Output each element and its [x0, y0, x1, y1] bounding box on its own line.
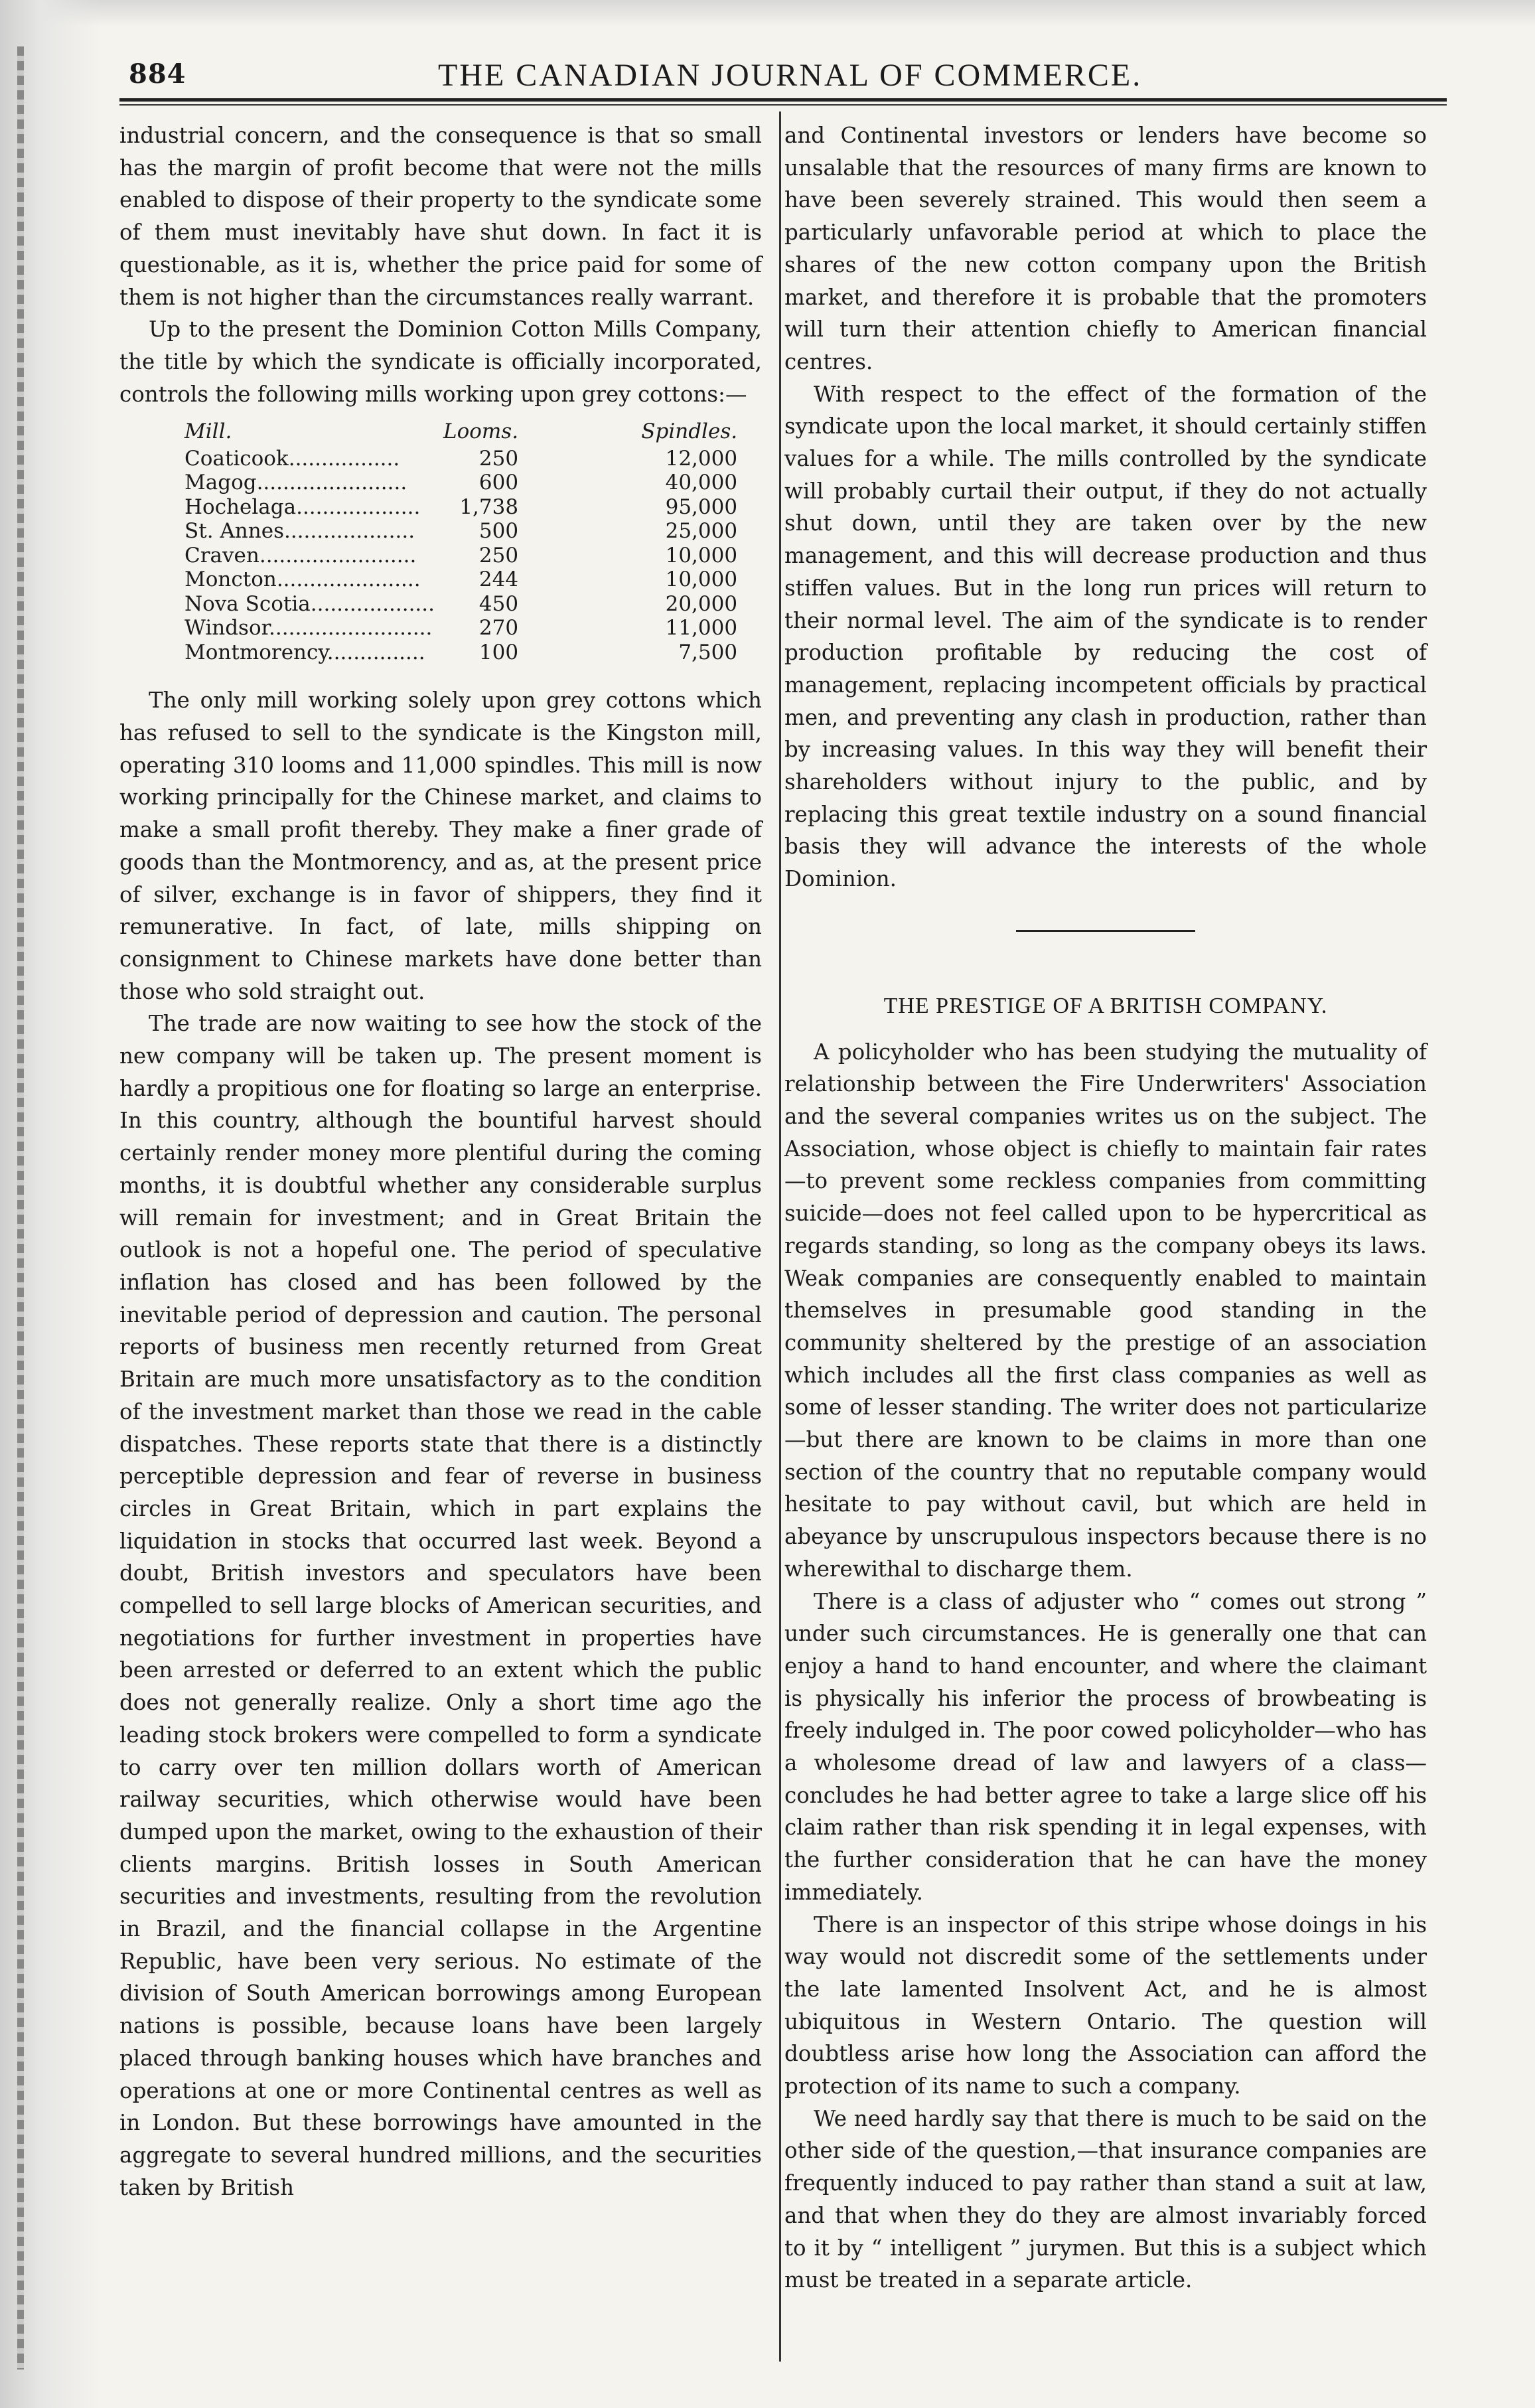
left-paragraph-3: The only mill working solely upon grey cottons which has refused to sell to the syndicate is the Kingston mill, operating 310 looms and 11,000 spindles. This mill is now working principally for the Chinese market, and claims to make a small profit thereby. They make a finer grade of goods than the Montmorency, and as, at the present price of silver, exchange is in favor of shippers, they find it remunerative. In fact, of late, mills shipping on consignment to Chinese markets have done better than those who sold straight out.	[119, 688, 762, 1004]
right-paragraph-3: A policyholder who has been studying the mutuality of relationship between the Fire Underwriters' Association and the several companies writes us on the subject. The Association, whose object is chiefly to maintain fair rates—to prevent some reckless companies from committing suicide—does not feel called upon to be hypercritical as regards standing, so long as the company obeys its laws. Weak companies are consequently enabled to maintain themselves in presumable good standing in the community sheltered by the prestige of an association which includes all the first class companies as well as some of lesser standing. The writer does not particularize—but there are known to be claims in more than one section of the country that no reputable company would hesitate to pay without cavil, but which are held in abeyance by unscrupulous inspectors because there is no wherewithal to discharge them.	[784, 1039, 1427, 1582]
mill-looms: 500	[478, 519, 519, 544]
mill-looms: 450	[478, 591, 519, 616]
mill-name: Windsor.........................	[184, 616, 433, 640]
article-title: THE PRESTIGE OF A BRITISH COMPANY.	[883, 993, 1328, 1018]
mill-looms: 270	[478, 616, 519, 640]
mill-spindles: 25,000	[665, 519, 738, 544]
mill-name: Craven........................	[184, 543, 417, 567]
section-divider	[1016, 930, 1195, 932]
table-row	[139, 447, 751, 471]
page-header	[119, 52, 1447, 105]
table-row	[139, 471, 751, 495]
left-paragraph-2: Up to the present the Dominion Cotton Mills Company, the title by which the syndicate is officially incorporated, controls the following mills working upon grey cottons:—	[119, 317, 762, 407]
header-rule	[119, 98, 1447, 102]
mill-looms: 600	[478, 471, 519, 495]
col-header-mill: Mill.	[184, 419, 232, 444]
mill-looms: 250	[478, 446, 519, 471]
mill-looms: 1,738	[459, 494, 519, 519]
mill-name: Magog.......................	[184, 471, 407, 495]
mill-looms: 244	[478, 567, 519, 592]
table-row	[139, 495, 751, 520]
mill-spindles: 11,000	[665, 616, 738, 640]
right-paragraph-6: We need hardly say that there is much to be said on the other side of the question,—that insurance companies are frequently induced to pay rather than stand a suit at law, and that when they do they are almost invariably forced to it by “ intelligent ” jurymen. But this is a subject which must be treated in a separate article.	[784, 2105, 1427, 2293]
col-header-spindles: Spindles.	[641, 419, 738, 444]
mill-spindles: 10,000	[665, 543, 738, 567]
table-row	[139, 640, 751, 665]
right-column	[784, 119, 1427, 2296]
mill-name: Nova Scotia...................	[184, 591, 435, 616]
left-paragraph-1: industrial concern, and the consequence is that so small has the margin of profit become that were not the mills enabled to dispose of their property to the syndicate some of them must inevitably have shut down. In fact it is questionable, as it is, whether the price paid for some of them is not higher than the circumstances really warrant.	[119, 123, 762, 310]
table-row	[139, 616, 751, 640]
mill-name: Moncton......................	[184, 567, 421, 592]
table-row	[139, 592, 751, 617]
right-paragraph-2: With respect to the effect of the formation of the syndicate upon the local market, it should certainly stiffen values for a while. The mills controlled by the syndicate will probably curtail their output, if they do not actually shut down, until they are taken over by the new management, and this will decrease production and thus stiffen values. But in the long run prices will return to their normal level. The aim of the syndicate is to render production profitable by reducing the cost of management, replacing incompetent officials by practical men, and preventing any clash in production, rather than by increasing values. In this way they will benefit their shareholders without injury to the public, and by replacing this great textile industry on a sound financial basis they will advance the interests of the whole Dominion.	[784, 381, 1427, 892]
mill-spindles: 12,000	[665, 446, 738, 471]
mill-spindles: 7,500	[678, 640, 738, 664]
mills-table	[139, 419, 751, 664]
mill-name: St. Annes....................	[184, 519, 415, 544]
mill-spindles: 95,000	[665, 494, 738, 519]
right-paragraph-4: There is a class of adjuster who “ comes out strong ” under such circumstances. He is generally one that can enjoy a hand to hand encounter, and where the claimant is physically his inferior the process of browbeating is freely indulged in. The poor cowed policyholder—who has a wholesome dread of law and lawyers of a class—concludes he had better agree to take a large slice off his claim rather than risk spending it in legal expenses, with the further consideration that he can have the money immediately.	[784, 1588, 1427, 1905]
mills-table-header	[139, 419, 751, 447]
mill-name: Hochelaga...................	[184, 494, 421, 519]
right-paragraph-1: and Continental investors or lenders have become so unsalable that the resources of many firms are known to have been severely strained. This would then seem a particularly unfavorable period at which to place the shares of the new cotton company upon the British market, and therefore it is probable that the promoters will turn their attention chiefly to American financial centres.	[784, 123, 1427, 374]
left-paragraph-4: The trade are now waiting to see how the stock of the new company will be taken up. The present moment is hardly a propitious one for floating so large an enterprise. In this country, although the bountiful harvest should certainly render money more plentiful during the coming months, it is doubtful whether any considerable surplus will remain for investment; and in Great Britain the outlook is not a hopeful one. The period of speculative inflation has closed and has been followed by the inevitable period of depression and caution. The personal reports of business men recently returned from Great Britain are much more unsatisfactory as to the condition of the investment market than those we read in the cable dispatches. These reports state that there is a distinctly perceptible depression and fear of reverse in business circles in Great Britain, which in part explains the liquidation in stocks that occurred last week. Beyond a doubt, British investors and speculators have been compelled to sell large blocks of American securities, and negotiations for further investment in properties have been arrested or deferred to an extent which the public does not generally realize. Only a short time ago the leading stock brokers were compelled to form a syndicate to carry over ten million dollars worth of American railway securities, which otherwise would have been dumped upon the market, owing to the exhaustion of their clients margins. British losses in South American securities and investments, resulting from the revolution in Brazil, and the financial collapse in the Argentine Republic, have been very serious. No estimate of the division of South American borrowings among European nations is possible, because loans have been largely placed through banking houses which have branches and operations at one or more Continental centres as well as in London. But these borrowings have amounted in the aggregate to several hundred millions, and the securities taken by British	[119, 1011, 762, 2200]
mill-spindles: 40,000	[665, 471, 738, 495]
mill-looms: 100	[478, 640, 519, 664]
mill-spindles: 20,000	[665, 591, 738, 616]
scan-edge-left	[0, 0, 100, 2408]
scan-edge-top	[0, 0, 1535, 27]
page-number: 884	[129, 58, 186, 90]
table-row	[139, 567, 751, 592]
col-header-looms: Looms.	[443, 419, 519, 444]
mill-spindles: 10,000	[665, 567, 738, 592]
journal-title: THE CANADIAN JOURNAL OF COMMERCE.	[438, 58, 1143, 93]
header-rule-thin	[119, 104, 1447, 106]
table-row	[139, 519, 751, 544]
table-row	[139, 544, 751, 568]
mill-name: Montmorency...............	[184, 640, 425, 664]
binding-spine	[17, 46, 24, 2370]
column-divider	[779, 112, 781, 2362]
mill-name: Coaticook.................	[184, 446, 400, 471]
mill-looms: 250	[478, 543, 519, 567]
left-column	[119, 119, 762, 2204]
right-paragraph-5: There is an inspector of this stripe whose doings in his way would not discredit some of the settlements under the late lamented Insolvent Act, and he is almost ubiquitous in Western Ontario. The question will doubtless arise how long the Association can afford the protection of its name to such a company.	[784, 1912, 1427, 2099]
